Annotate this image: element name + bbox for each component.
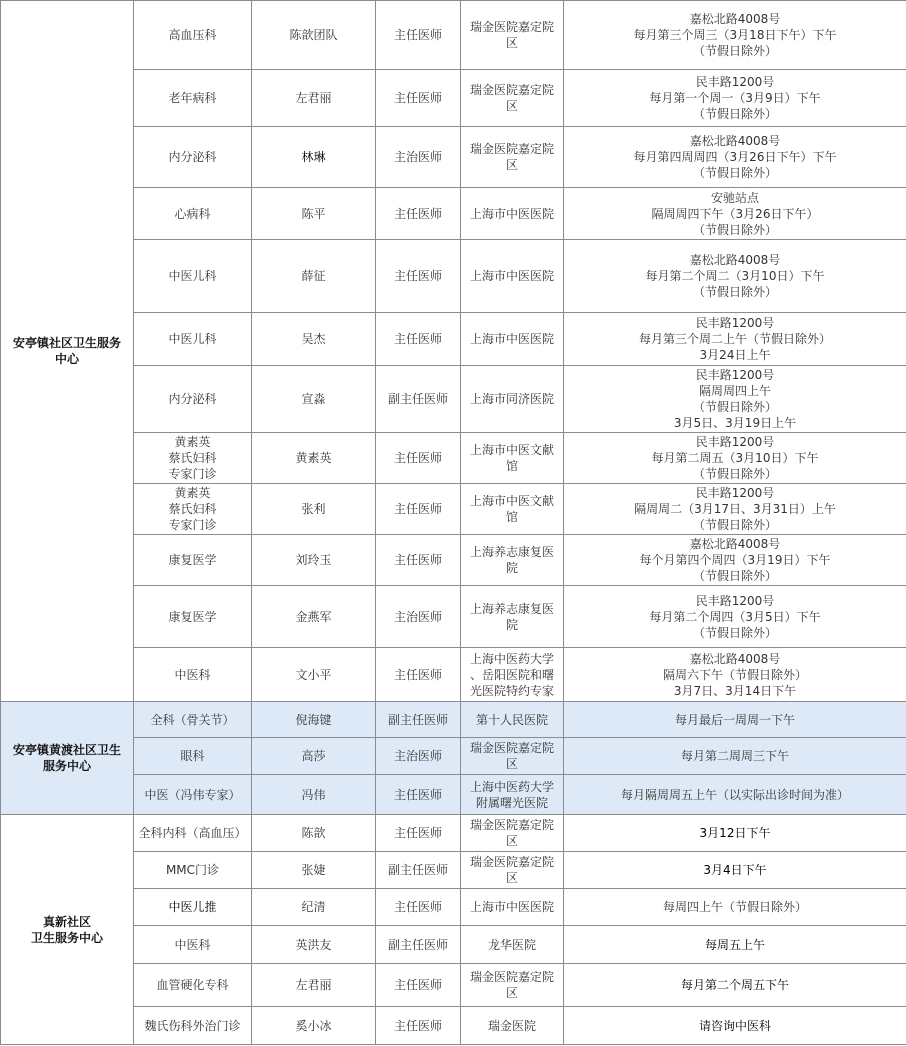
doctor-cell: 张利 <box>252 484 376 535</box>
title-cell: 主治医师 <box>376 738 461 775</box>
service-center-cell: 真新社区 卫生服务中心 <box>1 815 134 1045</box>
department-cell: 康复医学 <box>134 535 252 586</box>
doctor-cell: 左君丽 <box>252 70 376 127</box>
hospital-cell: 瑞金医院嘉定院 区 <box>461 815 564 852</box>
schedule-cell: 民丰路1200号 每月第三个周二上午（节假日除外） 3月24日上午 <box>564 313 906 366</box>
schedule-cell: 民丰路1200号 每月第二周五（3月10日）下午 （节假日除外） <box>564 433 906 484</box>
hospital-cell: 瑞金医院嘉定院 区 <box>461 738 564 775</box>
table-row <box>1 1 906 70</box>
doctor-cell: 英洪友 <box>252 926 376 964</box>
hospital-cell: 瑞金医院嘉定院 区 <box>461 852 564 889</box>
schedule-cell: 每月第二周周三下午 <box>564 738 906 775</box>
doctor-cell: 高莎 <box>252 738 376 775</box>
table-row <box>1 775 906 815</box>
title-cell: 主任医师 <box>376 484 461 535</box>
schedule-cell: 民丰路1200号 每月第二个周四（3月5日）下午 （节假日除外） <box>564 586 906 648</box>
table-row <box>1 586 906 648</box>
table-row <box>1 366 906 433</box>
hospital-cell: 瑞金医院 <box>461 1007 564 1045</box>
department-cell: 全科（骨关节） <box>134 702 252 738</box>
department-cell: 康复医学 <box>134 586 252 648</box>
doctor-cell: 黄素英 <box>252 433 376 484</box>
title-cell: 主任医师 <box>376 775 461 815</box>
title-cell: 主任医师 <box>376 889 461 926</box>
table-row <box>1 484 906 535</box>
schedule-cell: 每月最后一周周一下午 <box>564 702 906 738</box>
title-cell: 主任医师 <box>376 188 461 240</box>
title-cell: 副主任医师 <box>376 926 461 964</box>
title-cell: 主任医师 <box>376 964 461 1007</box>
title-cell: 主任医师 <box>376 313 461 366</box>
table-row <box>1 852 906 889</box>
hospital-cell: 上海市中医文献 馆 <box>461 484 564 535</box>
department-cell: 高血压科 <box>134 1 252 70</box>
hospital-cell: 上海中医药大学 、岳阳医院和曙 光医院特约专家 <box>461 648 564 702</box>
schedule-cell: 每周四上午（节假日除外） <box>564 889 906 926</box>
doctor-cell: 陈歆 <box>252 815 376 852</box>
schedule-cell: 安驰站点 隔周周四下午（3月26日下午） （节假日除外） <box>564 188 906 240</box>
table-row <box>1 70 906 127</box>
hospital-cell: 上海市中医文献 馆 <box>461 433 564 484</box>
department-cell: 眼科 <box>134 738 252 775</box>
title-cell: 主治医师 <box>376 127 461 188</box>
hospital-cell: 上海市中医医院 <box>461 889 564 926</box>
schedule-cell: 嘉松北路4008号 每月第三个周三（3月18日下午）下午 （节假日除外） <box>564 1 906 70</box>
department-cell: 心病科 <box>134 188 252 240</box>
hospital-cell: 上海市中医医院 <box>461 188 564 240</box>
schedule-cell: 民丰路1200号 隔周周四上午 （节假日除外） 3月5日、3月19日上午 <box>564 366 906 433</box>
department-cell: 全科内科（高血压） <box>134 815 252 852</box>
department-cell: 老年病科 <box>134 70 252 127</box>
title-cell: 主任医师 <box>376 70 461 127</box>
hospital-cell: 上海市中医医院 <box>461 240 564 313</box>
doctor-cell: 倪海键 <box>252 702 376 738</box>
doctor-cell: 宣淼 <box>252 366 376 433</box>
schedule-cell: 嘉松北路4008号 每月第四周周四（3月26日下午）下午 （节假日除外） <box>564 127 906 188</box>
department-cell: 血管硬化专科 <box>134 964 252 1007</box>
hospital-cell: 上海中医药大学 附属曙光医院 <box>461 775 564 815</box>
doctor-cell: 金燕军 <box>252 586 376 648</box>
doctor-cell: 张婕 <box>252 852 376 889</box>
schedule-cell: 嘉松北路4008号 每月第二个周二（3月10日）下午 （节假日除外） <box>564 240 906 313</box>
doctor-cell: 吴杰 <box>252 313 376 366</box>
title-cell: 主治医师 <box>376 586 461 648</box>
doctor-cell: 刘玲玉 <box>252 535 376 586</box>
title-cell: 主任医师 <box>376 535 461 586</box>
doctor-cell: 陈歆团队 <box>252 1 376 70</box>
doctor-cell: 薛征 <box>252 240 376 313</box>
title-cell: 主任医师 <box>376 815 461 852</box>
department-cell: 中医儿科 <box>134 313 252 366</box>
title-cell: 副主任医师 <box>376 702 461 738</box>
table-row <box>1 535 906 586</box>
title-cell: 主任医师 <box>376 1007 461 1045</box>
schedule-cell: 请咨询中医科 <box>564 1007 906 1045</box>
doctor-cell: 左君丽 <box>252 964 376 1007</box>
service-center-cell: 安亭镇黄渡社区卫生 服务中心 <box>1 702 134 815</box>
schedule-cell: 每月隔周周五上午（以实际出诊时间为准） <box>564 775 906 815</box>
department-cell: 中医科 <box>134 926 252 964</box>
table-row <box>1 815 906 852</box>
schedule-cell: 3月12日下午 <box>564 815 906 852</box>
table-row <box>1 433 906 484</box>
doctor-cell: 冯伟 <box>252 775 376 815</box>
table-row <box>1 648 906 702</box>
schedule-cell: 每月第二个周五下午 <box>564 964 906 1007</box>
table-row <box>1 926 906 964</box>
table-row <box>1 964 906 1007</box>
hospital-cell: 瑞金医院嘉定院 区 <box>461 964 564 1007</box>
department-cell: 黄素英 蔡氏妇科 专家门诊 <box>134 433 252 484</box>
department-cell: MMC门诊 <box>134 852 252 889</box>
schedule-cell: 嘉松北路4008号 隔周六下午（节假日除外） 3月7日、3月14日下午 <box>564 648 906 702</box>
table-row <box>1 889 906 926</box>
hospital-cell: 上海养志康复医 院 <box>461 535 564 586</box>
department-cell: 内分泌科 <box>134 366 252 433</box>
hospital-cell: 上海养志康复医 院 <box>461 586 564 648</box>
hospital-cell: 瑞金医院嘉定院 区 <box>461 127 564 188</box>
title-cell: 副主任医师 <box>376 852 461 889</box>
title-cell: 主任医师 <box>376 648 461 702</box>
title-cell: 主任医师 <box>376 433 461 484</box>
doctor-cell: 纪清 <box>252 889 376 926</box>
table-row <box>1 240 906 313</box>
department-cell: 魏氏伤科外治门诊 <box>134 1007 252 1045</box>
department-cell: 中医儿科 <box>134 240 252 313</box>
department-cell: 中医儿推 <box>134 889 252 926</box>
service-center-cell: 安亭镇社区卫生服务 中心 <box>1 1 134 702</box>
schedule-cell: 3月4日下午 <box>564 852 906 889</box>
title-cell: 副主任医师 <box>376 366 461 433</box>
table-row <box>1 702 906 738</box>
table-row <box>1 1007 906 1045</box>
schedule-cell: 民丰路1200号 每月第一个周一（3月9日）下午 （节假日除外） <box>564 70 906 127</box>
schedule-cell: 每周五上午 <box>564 926 906 964</box>
table-row <box>1 738 906 775</box>
hospital-cell: 上海市中医医院 <box>461 313 564 366</box>
hospital-cell: 第十人民医院 <box>461 702 564 738</box>
department-cell: 黄素英 蔡氏妇科 专家门诊 <box>134 484 252 535</box>
hospital-cell: 上海市同济医院 <box>461 366 564 433</box>
schedule-cell: 民丰路1200号 隔周周二（3月17日、3月31日）上午 （节假日除外） <box>564 484 906 535</box>
table-row <box>1 313 906 366</box>
hospital-cell: 瑞金医院嘉定院 区 <box>461 1 564 70</box>
department-cell: 中医科 <box>134 648 252 702</box>
doctor-cell: 文小平 <box>252 648 376 702</box>
hospital-cell: 瑞金医院嘉定院 区 <box>461 70 564 127</box>
doctor-cell: 奚小冰 <box>252 1007 376 1045</box>
table-row <box>1 127 906 188</box>
doctor-cell: 陈平 <box>252 188 376 240</box>
department-cell: 内分泌科 <box>134 127 252 188</box>
schedule-cell: 嘉松北路4008号 每个月第四个周四（3月19日）下午 （节假日除外） <box>564 535 906 586</box>
hospital-cell: 龙华医院 <box>461 926 564 964</box>
doctor-cell: 林琳 <box>252 127 376 188</box>
department-cell: 中医（冯伟专家） <box>134 775 252 815</box>
title-cell: 主任医师 <box>376 1 461 70</box>
title-cell: 主任医师 <box>376 240 461 313</box>
table-row <box>1 188 906 240</box>
